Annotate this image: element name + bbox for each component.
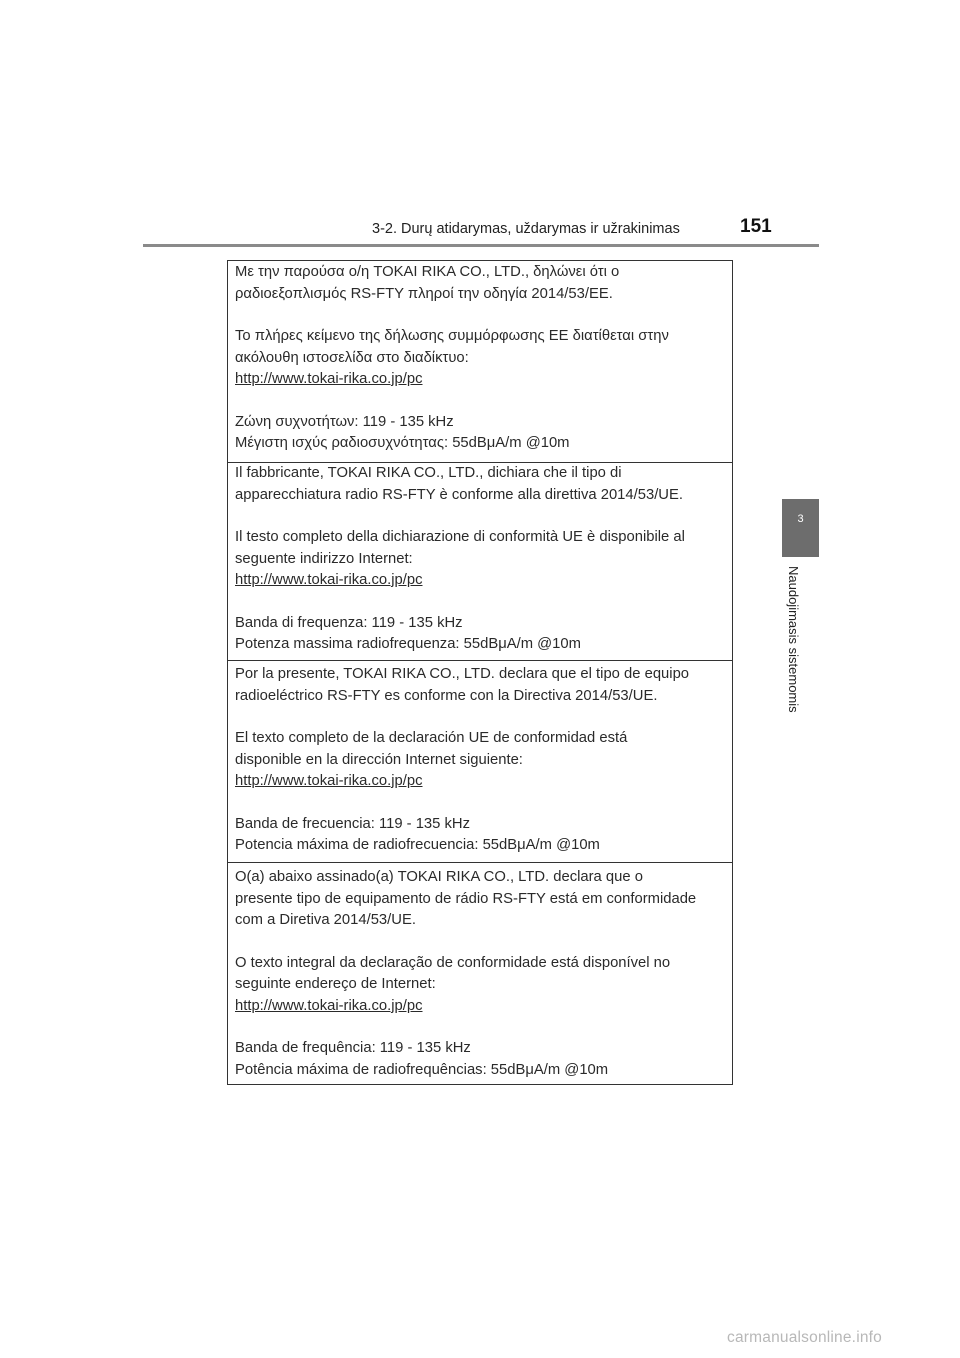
fulltext-line: seguinte endereço de Internet: <box>235 976 436 992</box>
intro-line: ραδιοεξοπλισμός RS-FTY πληροί την οδηγία 2014/53/ΕΕ. <box>235 285 613 302</box>
header-rule <box>143 244 819 247</box>
fulltext-line: disponible en la dirección Internet siguiente: <box>235 751 523 768</box>
fulltext-line: seguente indirizzo Internet: <box>235 550 413 567</box>
declaration-spanish <box>228 664 732 857</box>
declaration-url-link[interactable]: http://www.tokai-rika.co.jp/pc <box>235 997 423 1014</box>
declaration-table <box>227 260 733 1085</box>
declaration-url-link[interactable]: http://www.tokai-rika.co.jp/pc <box>235 572 423 588</box>
fulltext-line: El texto completo de la declaración UE de conformidad está <box>235 730 628 746</box>
declaration-url-link[interactable]: http://www.tokai-rika.co.jp/pc <box>235 371 423 387</box>
max-power: Potenza massima radiofrequenza: 55dBμA/m @10m <box>235 636 581 652</box>
chapter-number: 3 <box>797 513 804 525</box>
intro-line: apparecchiatura radio RS-FTY è conforme alla direttiva 2014/53/UE. <box>235 486 683 503</box>
frequency-band: Banda de frequência: 119 - 135 kHz <box>235 1040 471 1056</box>
declaration-greek <box>228 261 732 455</box>
fulltext-line: Το πλήρες κείμενο της δήλωσης συμμόρφωσης ΕΕ διατίθεται στην <box>235 328 669 344</box>
fulltext-line: Il testo completo della dichiarazione di conformità UE è disponibile al <box>235 529 685 545</box>
frequency-band: Banda de frecuencia: 119 - 135 kHz <box>235 815 470 832</box>
declaration-url-link[interactable]: http://www.tokai-rika.co.jp/pc <box>235 773 423 789</box>
row-divider <box>228 660 732 661</box>
section-title: 3-2. Durų atidarymas, uždarymas ir užrakinimas <box>372 221 680 237</box>
intro-line: presente tipo de equipamento de rádio RS-FTY está em conformidade <box>235 890 697 907</box>
intro-line: Με την παρούσα ο/η TOKAI RIKA CO., LTD., δηλώνει ότι ο <box>235 264 620 280</box>
intro-line: Por la presente, TOKAI RIKA CO., LTD. declara que el tipo de equipo <box>235 666 690 682</box>
watermark: carmanualsonline.info <box>727 1329 882 1346</box>
chapter-tab <box>782 499 819 557</box>
intro-line: Il fabbricante, TOKAI RIKA CO., LTD., dichiara che il tipo di <box>235 465 622 481</box>
fulltext-line: ακόλουθη ιστοσελίδα στο διαδίκτυο: <box>235 349 469 366</box>
intro-line: radioeléctrico RS-FTY es conforme con la Directiva 2014/53/UE. <box>235 687 658 704</box>
intro-line: O(a) abaixo assinado(a) TOKAI RIKA CO., LTD. declara que o <box>235 869 643 885</box>
declaration-italian <box>228 463 732 656</box>
page-number: 151 <box>740 216 772 237</box>
declaration-portuguese <box>228 867 732 1081</box>
max-power: Μέγιστη ισχύς ραδιοσυχνότητας: 55dBμA/m @10m <box>235 435 570 451</box>
frequency-band: Ζώνη συχνοτήτων: 119 - 135 kHz <box>235 413 454 430</box>
intro-line: com a Diretiva 2014/53/UE. <box>235 912 416 928</box>
max-power: Potência máxima de radiofrequências: 55dBμA/m @10m <box>235 1061 609 1078</box>
fulltext-line: O texto integral da declaração de conformidade está disponível no <box>235 954 671 971</box>
frequency-band: Banda di frequenza: 119 - 135 kHz <box>235 614 463 631</box>
row-divider <box>228 862 732 863</box>
max-power: Potencia máxima de radiofrecuencia: 55dBμA/m @10m <box>235 837 600 853</box>
chapter-title: Naudojimasis sistemomis <box>786 566 801 713</box>
